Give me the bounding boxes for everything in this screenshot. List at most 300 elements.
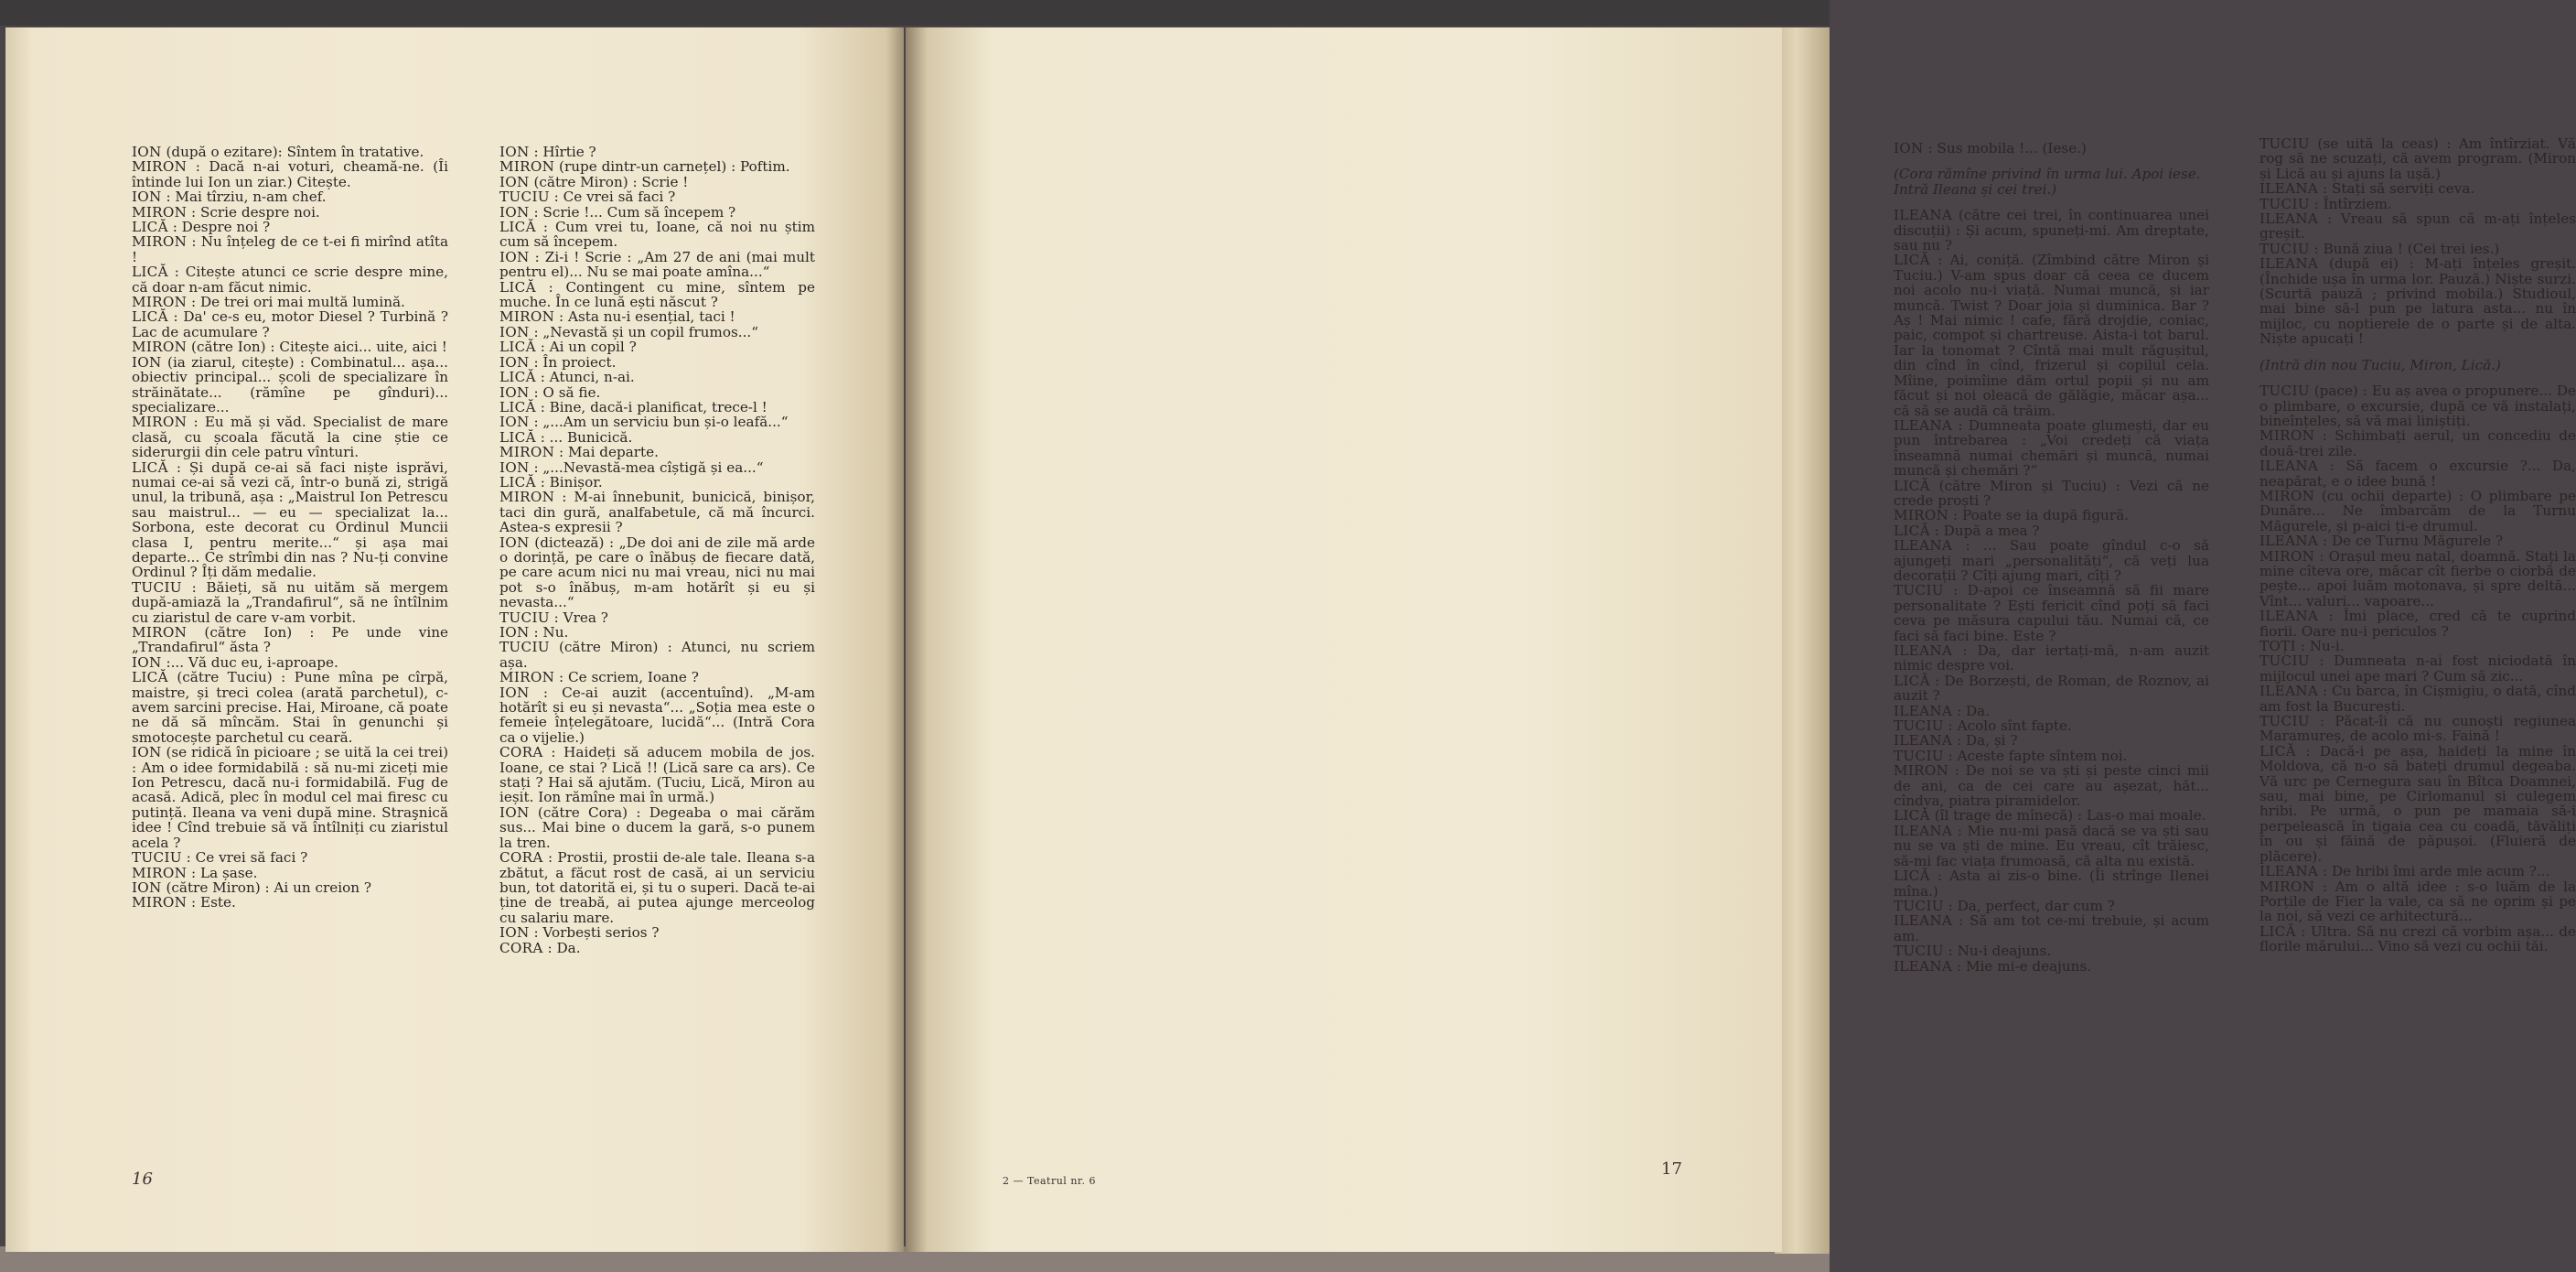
speaker-name: MIRON bbox=[2259, 487, 2315, 504]
dialogue-text: : ... Bunicică. bbox=[535, 428, 633, 446]
speaker-name: ILEANA bbox=[1894, 732, 1953, 749]
dialogue-text: : Asta nu-i esențial, taci ! bbox=[554, 308, 735, 326]
dialogue-line bbox=[499, 490, 815, 534]
speaker-name: ILEANA bbox=[1894, 912, 1953, 930]
dialogue-line bbox=[132, 745, 448, 850]
speaker-name: ION bbox=[499, 803, 530, 821]
dialogue-text: : De hribi îmi arde mie acum ?... bbox=[2318, 863, 2550, 880]
speaker-name: LICĂ bbox=[499, 428, 536, 446]
dialogue-text: : „...Nevastă-mea cîștigă și ea...“ bbox=[529, 458, 764, 476]
dialogue-line bbox=[2259, 197, 2576, 211]
speaker-name: MIRON bbox=[2259, 547, 2315, 565]
dialogue-line bbox=[2259, 358, 2576, 372]
dialogue-text: (se ridică în picioare ; se uită la cei trei) : Am o idee formidabilă : să nu-mi ziceți mie Ion Petrescu, dacă nu-i formidabilă. Fug de acasă. Adică, plec în modul cel mai firesc cu putință. Ileana va veni după mine. Straşnică idee ! Cînd trebuie să vă întîlniți cu ziaristul acela ? bbox=[132, 744, 449, 851]
dialogue-line bbox=[499, 220, 815, 250]
dialogue-text: (către Ion) : Pe unde vine „Trandafirul“ ăsta ? bbox=[132, 624, 448, 656]
dialogue-line bbox=[1894, 749, 2209, 763]
speaker-name: MIRON bbox=[132, 233, 188, 251]
dialogue-text: : Da. bbox=[542, 939, 581, 956]
dialogue-text: : Mai departe. bbox=[554, 444, 659, 461]
dialogue-text: (către Miron) : Atunci, nu scriem așa. bbox=[499, 639, 815, 671]
dialogue-line bbox=[499, 385, 815, 400]
speaker-name: ION bbox=[132, 879, 162, 896]
dialogue-line bbox=[1894, 808, 2209, 823]
speaker-name: ION bbox=[132, 144, 162, 160]
speaker-name: ION bbox=[499, 383, 530, 401]
dialogue-line bbox=[2259, 924, 2576, 954]
dialogue-text: (după ei) : M-ați înțeles greșit. (Închide ușa în urma lor. Pauză.) Niște surzi. (Scurtă pauză ; privind mobila.) Studioul, mai bine să-l pun pe latura asta... nu în mijloc, cu noptierele de o parte și de alta. Niște apucați ! bbox=[2259, 255, 2576, 348]
dialogue-text: (către Tuciu) : Pune mîna pe cîrpă, maistre, și treci colea (arată parchetul), c-avem sarcini precise. Hai, Miroane, că poate ne dă să mîncăm. Stai în genunchi și smotocește parchetul cu ceară. bbox=[132, 669, 448, 746]
dialogue-line bbox=[1894, 523, 2209, 538]
dialogue-line bbox=[499, 670, 815, 685]
dialogue-text: : Da, perfect, dar cum ? bbox=[1943, 897, 2115, 914]
dialogue-line bbox=[499, 941, 815, 955]
dialogue-line bbox=[499, 850, 815, 925]
dialogue-text: : Schimbați aerul, un concediu de două-trei zile. bbox=[2259, 427, 2576, 459]
speaker-name: LICĂ bbox=[1894, 252, 1930, 269]
speaker-name: TUCIU bbox=[2259, 240, 2310, 257]
speaker-name: LICĂ bbox=[2259, 922, 2296, 940]
speaker-name: MIRON bbox=[2259, 427, 2315, 445]
right-page-column-1 bbox=[1894, 141, 2209, 974]
speaker-name: ION bbox=[499, 353, 530, 371]
speaker-name: LICĂ bbox=[1894, 477, 1930, 494]
dialogue-text: : Nu-i deajuns. bbox=[1943, 943, 2052, 960]
speaker-name: MIRON bbox=[132, 158, 188, 176]
speaker-name: ION bbox=[499, 173, 530, 190]
speaker-name: TUCIU bbox=[2259, 713, 2310, 730]
speaker-name: ION bbox=[499, 684, 530, 701]
dialogue-text: (cu ochii departe) : O plimbare pe Dunăre... Ne îmbarcăm de la Turnu Măgurele, și p-aici ți-e drumul. bbox=[2259, 487, 2576, 534]
dialogue-text: (după o ezitare): Sîntem în tratative. bbox=[161, 144, 424, 160]
dialogue-line bbox=[132, 895, 448, 910]
book-page-edges bbox=[1775, 27, 1830, 1254]
dialogue-line bbox=[2259, 211, 2576, 242]
dialogue-line bbox=[1894, 824, 2209, 868]
dialogue-text: (către Miron și Tuciu) : Vezi că ne crede proști ? bbox=[1894, 477, 2209, 509]
speaker-name: MIRON bbox=[499, 669, 555, 686]
dialogue-line bbox=[499, 205, 815, 220]
speaker-name: ILEANA bbox=[2259, 458, 2319, 475]
dialogue-text: : Zi-i ! Scrie : „Am 27 de ani (mai mult pentru el)... Nu se mai poate amîna...“ bbox=[499, 248, 815, 281]
dialogue-text: : Vorbești serios ? bbox=[529, 924, 660, 942]
dialogue-line bbox=[1894, 418, 2209, 479]
dialogue-line bbox=[2259, 653, 2576, 684]
dialogue-line bbox=[499, 400, 815, 415]
dialogue-text: : De noi se va ști și peste cinci mii de ani, ca de cei care au așezat, hăt... cîndva, piatra piramidelor. bbox=[1894, 762, 2209, 810]
speaker-name: ILEANA bbox=[2259, 863, 2319, 880]
dialogue-line bbox=[2259, 864, 2576, 879]
speaker-name: ILEANA bbox=[2259, 533, 2319, 550]
dialogue-text: : Ultra. Să nu crezi că vorbim așa... de florile mărului... Vino să vezi cu ochii tăi. bbox=[2259, 922, 2576, 955]
speaker-name: CORA bbox=[499, 849, 543, 867]
dialogue-text: (către Ion) : Citește aici... uite, aici ! bbox=[187, 339, 447, 356]
dialogue-line bbox=[499, 805, 815, 850]
speaker-name: ILEANA bbox=[1894, 416, 1953, 434]
dialogue-line bbox=[2259, 534, 2576, 548]
dialogue-line bbox=[499, 175, 815, 189]
dialogue-text: : De Borzești, de Roman, de Roznov, ai auzit ? bbox=[1894, 672, 2209, 705]
dialogue-line bbox=[1894, 763, 2209, 808]
dialogue-text: : Aceste fapte sîntem noi. bbox=[1943, 747, 2128, 764]
dialogue-line bbox=[499, 640, 815, 670]
dialogue-line bbox=[1894, 718, 2209, 733]
dialogue-text: : La șase. bbox=[187, 864, 258, 881]
dialogue-line bbox=[1894, 208, 2209, 253]
dialogue-line bbox=[132, 850, 448, 865]
dialogue-text: : Să am tot ce-mi trebuie, și acum am. bbox=[1894, 912, 2209, 944]
speaker-name: TUCIU bbox=[1894, 897, 1944, 914]
speaker-name: MIRON bbox=[132, 294, 188, 311]
dialogue-text: : Contingent cu mine, sîntem pe muche. În ce lună ești născut ? bbox=[499, 278, 815, 311]
dialogue-text: : De ce Turnu Măgurele ? bbox=[2318, 533, 2504, 550]
dialogue-line bbox=[1894, 479, 2209, 509]
speaker-name: ILEANA bbox=[1894, 207, 1953, 224]
dialogue-text: : Scrie !... Cum să începem ? bbox=[529, 203, 736, 221]
dialogue-line bbox=[2259, 242, 2576, 256]
dialogue-text: :... Vă duc eu, i-aproape. bbox=[161, 653, 338, 671]
speaker-name: TUCIU bbox=[2259, 652, 2310, 670]
dialogue-line bbox=[132, 189, 448, 204]
dialogue-text: : Îmi place, cred că te cuprind fiorii. Oare nu-i periculos ? bbox=[2259, 608, 2576, 640]
speaker-name: TUCIU bbox=[2259, 135, 2310, 152]
dialogue-line bbox=[132, 355, 448, 415]
speaker-name: ILEANA bbox=[1894, 642, 1953, 659]
speaker-name: ILEANA bbox=[1894, 957, 1953, 975]
dialogue-text: (către Cora) : Degeaba o mai cărăm sus... Mai bine o ducem la gară, s-o punem la tren. bbox=[499, 803, 815, 851]
speaker-name: ION bbox=[499, 323, 530, 340]
speaker-name: MIRON bbox=[132, 624, 188, 641]
speaker-name: TUCIU bbox=[2259, 195, 2310, 212]
dialogue-text: : Vreau să spun că m-ați înțeles greșit. bbox=[2259, 210, 2576, 243]
speaker-name: LICĂ bbox=[1894, 807, 1930, 825]
dialogue-line bbox=[499, 460, 815, 475]
dialogue-text: : O să fie. bbox=[529, 383, 601, 401]
dialogue-text: : Nu înțeleg de ce t-ei fi mirînd atîta ! bbox=[132, 233, 448, 265]
dialogue-line bbox=[2259, 549, 2576, 609]
dialogue-line bbox=[2259, 639, 2576, 653]
speaker-name: MIRON bbox=[132, 864, 188, 881]
speaker-name: ION bbox=[1894, 140, 1924, 156]
dialogue-text: : Sus mobila !... (Iese.) bbox=[1923, 140, 2087, 156]
page-footer: 2 — Teatrul nr. 6 bbox=[1003, 1175, 1096, 1187]
speaker-name: ILEANA bbox=[1894, 537, 1953, 555]
dialogue-text: : Cum vrei tu, Ioane, că noi nu știm cum să începem. bbox=[499, 219, 815, 251]
dialogue-text: : „Nevastă și un copil frumos...“ bbox=[529, 323, 759, 340]
dialogue-text: : Eu mă și văd. Specialist de mare clasă, cu școala făcută la cine știe ce siderurgii din cele patru vînturi. bbox=[132, 414, 448, 461]
speaker-name: ION bbox=[499, 248, 530, 265]
dialogue-line bbox=[499, 445, 815, 459]
dialogue-line bbox=[132, 460, 448, 580]
dialogue-line bbox=[2259, 256, 2576, 346]
speaker-name: LICĂ bbox=[132, 308, 168, 326]
speaker-name: ION bbox=[499, 924, 530, 942]
dialogue-text: : Nu-i. bbox=[2295, 638, 2345, 654]
speaker-name: ION bbox=[132, 744, 162, 761]
speaker-name: TUCIU bbox=[499, 609, 550, 626]
dialogue-line bbox=[499, 250, 815, 280]
speaker-name: MIRON bbox=[499, 158, 555, 176]
speaker-name: ION bbox=[132, 189, 162, 206]
dialogue-text: : Ce-ai auzit (accentuînd). „M-am hotărît și eu și nevasta“... „Soția mea este o femeie înțelegătoare, lucidă“... (Intră Cora ca o vijelie.) bbox=[499, 684, 815, 746]
dialogue-text: : Da, dar iertați-mă, n-am auzit nimic despre voi. bbox=[1894, 642, 2209, 674]
dialogue-line bbox=[132, 264, 448, 295]
dialogue-line bbox=[1894, 643, 2209, 674]
dialogue-line bbox=[1894, 959, 2209, 974]
dialogue-line bbox=[1894, 913, 2209, 943]
dialogue-line bbox=[2259, 428, 2576, 458]
dialogue-text: (se uită la ceas) : Am întîrziat. Vă rog să ne scuzați, că avem program. (Miron și Lică au și ajuns la ușă.) bbox=[2259, 135, 2576, 182]
dialogue-text: : Asta ai zis-o bine. (Îi strînge Ilenei mîna.) bbox=[1894, 868, 2209, 900]
dialogue-line bbox=[499, 430, 815, 445]
dialogue-line bbox=[499, 159, 815, 174]
dialogue-line bbox=[499, 610, 815, 625]
dialogue-text: : Scrie despre noi. bbox=[187, 203, 320, 221]
dialogue-text: : Dacă-i pe așa, haideți la mine în Moldova, că n-o să bateți drumul degeaba. Vă urc pe Cernegura sau în Bîtca Doamnei, sau, mai bine, pe Cirlomanul și culegem hribi. Pe urmă, o pun pe mamaia să-i perpelească în tigaia cea cu coadă, tăvăliți în ou și făină de păpușoi. (Fluieră de plăcere). bbox=[2259, 742, 2576, 865]
speaker-name: MIRON bbox=[132, 894, 188, 911]
speaker-name: LICĂ bbox=[1894, 868, 1930, 885]
dialogue-line bbox=[499, 309, 815, 324]
speaker-name: CORA bbox=[499, 939, 543, 956]
dialogue-line bbox=[2259, 744, 2576, 864]
dialogue-line bbox=[132, 145, 448, 159]
dialogue-text: : Acolo sînt fapte. bbox=[1943, 717, 2072, 735]
speaker-name: ILEANA bbox=[2259, 608, 2319, 625]
dialogue-line bbox=[499, 370, 815, 384]
dialogue-line bbox=[499, 415, 815, 429]
dialogue-line bbox=[132, 655, 448, 670]
dialogue-text: : Orașul meu natal, doamnă. Stați la mine cîteva ore, măcar cît fierbe o ciorbă de pește... apoi luăm motonava, și spre deltă... Vînt... valuri... vapoare... bbox=[2259, 547, 2576, 609]
dialogue-line bbox=[132, 309, 448, 340]
dialogue-line bbox=[499, 745, 815, 805]
dialogue-line bbox=[1894, 899, 2209, 913]
dialogue-text: : Să facem o excursie ?... Da, neapărat, e o idee bună ! bbox=[2259, 458, 2576, 490]
dialogue-text: : Cu barca, în Cișmigiu, o dată, cînd am fost la București. bbox=[2259, 683, 2576, 715]
speaker-name: MIRON bbox=[499, 489, 555, 506]
dialogue-text: : Ai, coniță. (Zîmbind către Miron și Tuciu.) V-am spus doar că ceea ce ducem noi acolo nu-i viață. Numai muncă, și iar muncă. Twist ? Doar joia și duminica. Bar ? Aș ! Mai nimic ! cafe, fără drojdie, coniac, paic, compot și chartreuse. Aista-i tot barul. Iar la tonomat ? Cîntă mai mult răgușitul, din cînd în cînd, frizerul și copilul cela. Mîine, poimîine dăm ortul popii și nu am făcut și noi oleacă de gălăgie, măcar așa... că să se audă că trăim. bbox=[1894, 252, 2209, 419]
dialogue-text: : Ai un copil ? bbox=[535, 339, 637, 356]
dialogue-line bbox=[499, 535, 815, 610]
dialogue-line bbox=[132, 625, 448, 655]
dialogue-line bbox=[499, 685, 815, 746]
dialogue-text: : Și după ce-ai să faci niște isprăvi, numai ce-ai să vezi că, într-o bună zi, strigă unul, la tribună, așa : „Maistrul Ion Petrescu sau maistrul... — eu — specializat la... Sorbona, este decorat cu Ordinul Muncii clasa I, pentru merite...“ și așa mai departe... Ce strîmbi din nas ? Nu-ți convine Ordinul ? Îți dăm medalie. bbox=[132, 458, 448, 581]
dialogue-text: : Da. bbox=[1952, 702, 1991, 719]
speaker-name: TUCIU bbox=[1894, 747, 1944, 764]
dialogue-text: : În proiect. bbox=[529, 353, 617, 371]
dialogue-line bbox=[1894, 508, 2209, 523]
speaker-name: TUCIU bbox=[2259, 383, 2310, 400]
speaker-name: CORA bbox=[499, 744, 543, 761]
dialogue-line bbox=[1894, 868, 2209, 899]
right-page-column-2 bbox=[2259, 136, 2576, 954]
dialogue-text: : Am o altă idee : s-o luăm de la Porțile de Fier la vale, ca să ne oprim și pe la noi, să vezi ce arhitectură... bbox=[2259, 878, 2576, 925]
dialogue-text: : Hîrtie ? bbox=[529, 144, 596, 160]
speaker-name: TUCIU bbox=[1894, 717, 1944, 735]
dialogue-line bbox=[1894, 733, 2209, 748]
speaker-name: ION bbox=[499, 203, 530, 221]
dialogue-text: : „...Am un serviciu bun și-o leafă...“ bbox=[529, 414, 789, 431]
dialogue-text: : Dacă n-ai voturi, cheamă-ne. (Îi întinde lui Ion un ziar.) Citește. bbox=[132, 158, 448, 190]
dialogue-line bbox=[499, 625, 815, 640]
speaker-name: ION bbox=[499, 144, 530, 160]
dialogue-line bbox=[132, 234, 448, 264]
speaker-name: TOȚI bbox=[2259, 638, 2296, 654]
speaker-name: MIRON bbox=[132, 203, 188, 221]
dialogue-line bbox=[1894, 704, 2209, 718]
page-number-left: 16 bbox=[132, 1170, 153, 1189]
speaker-name: LICĂ bbox=[499, 219, 536, 236]
speaker-name: TUCIU bbox=[1894, 582, 1944, 599]
dialogue-text: : ... Sau poate gîndul c-o să ajungeți mari „personalități“, că veți lua decorații ? Cîți ajung mari, cîți ? bbox=[1894, 537, 2209, 584]
speaker-name: TUCIU bbox=[499, 189, 550, 206]
dialogue-line bbox=[132, 205, 448, 220]
dialogue-line bbox=[1894, 253, 2209, 417]
dialogue-line bbox=[132, 220, 448, 234]
speaker-name: LICĂ bbox=[499, 339, 536, 356]
speaker-name: MIRON bbox=[132, 414, 188, 431]
speaker-name: ILEANA bbox=[2259, 210, 2319, 228]
dialogue-line bbox=[2259, 714, 2576, 744]
speaker-name: LICĂ bbox=[499, 398, 536, 415]
dialogue-text: : Poate se ia după figură. bbox=[1948, 507, 2129, 524]
dialogue-text: (către Miron) : Scrie ! bbox=[529, 173, 689, 190]
right-page bbox=[906, 27, 2576, 1252]
speaker-name: ILEANA bbox=[1894, 702, 1953, 719]
speaker-name: LICĂ bbox=[132, 219, 168, 236]
dialogue-text: : Păcat-îi că nu cunoști regiunea Maramureș, de acolo mi-s. Faină ! bbox=[2259, 713, 2576, 745]
dialogue-line bbox=[2259, 684, 2576, 714]
dialogue-text: : Prostii, prostii de-ale tale. Ileana s-a zbătut, a făcut rost de casă, ai un serviciu bun, tot datorită ei, și tu o superi. Dacă te-ai ține de treabă, ai putea ajunge merceolog cu salariu mare. bbox=[499, 849, 815, 926]
dialogue-text: : Dumneata poate glumești, dar eu pun întrebarea : „Voi credeți că viața înseamnă numai chemări și muncă, numai muncă și chemări ?“ bbox=[1894, 416, 2209, 480]
speaker-name: MIRON bbox=[499, 444, 555, 461]
dialogue-line bbox=[132, 340, 448, 354]
dialogue-line bbox=[1894, 583, 2209, 643]
dialogue-line bbox=[1894, 674, 2209, 704]
dialogue-line bbox=[132, 295, 448, 309]
dialogue-text: (rupe dintr-un carnețel) : Poftim. bbox=[554, 158, 790, 176]
speaker-name: MIRON bbox=[499, 308, 555, 326]
speaker-name: ILEANA bbox=[2259, 180, 2319, 198]
dialogue-line bbox=[499, 280, 815, 310]
dialogue-line bbox=[2259, 383, 2576, 428]
dialogue-text: : Bine, dacă-i planificat, trece-l ! bbox=[535, 398, 767, 415]
dialogue-text: : M-ai înnebunit, bunicică, binișor, taci din gură, analfabetule, că mă încurci. Astea-s expresii ? bbox=[499, 489, 815, 536]
dialogue-line bbox=[1894, 943, 2209, 958]
dialogue-line bbox=[2259, 136, 2576, 181]
speaker-name: TUCIU bbox=[1894, 943, 1944, 960]
dialogue-line bbox=[1894, 141, 2209, 156]
speaker-name: ION bbox=[499, 534, 530, 551]
dialogue-line bbox=[2259, 458, 2576, 489]
dialogue-text: : Binișor. bbox=[535, 473, 603, 490]
dialogue-line bbox=[132, 866, 448, 880]
dialogue-line bbox=[2259, 879, 2576, 924]
dialogue-text: (îl trage de mînecă) : Las-o mai moale. bbox=[1929, 807, 2206, 825]
speaker-name: MIRON bbox=[1894, 762, 1949, 780]
dialogue-line bbox=[132, 415, 448, 459]
dialogue-text: : Băieți, să nu uităm să mergem după-amiază la „Trandafirul“, să ne întîlnim cu ziaristul de care v-am vorbit. bbox=[132, 578, 448, 626]
dialogue-text: : Ce scriem, Ioane ? bbox=[554, 669, 699, 686]
dialogue-line bbox=[499, 325, 815, 340]
dialogue-line bbox=[499, 355, 815, 370]
dialogue-text: : Dumneata n-ai fost niciodată în mijlocul unei ape mari ? Cum să zic... bbox=[2259, 652, 2576, 685]
speaker-name: ION bbox=[132, 653, 162, 671]
dialogue-text: (pace) : Eu aș avea o propunere... De o plimbare, o excursie, după ce vă instalați, bineînțeles, să vă mai liniștiți. bbox=[2259, 383, 2576, 429]
speaker-name: TUCIU bbox=[499, 639, 550, 656]
dialogue-text: : Haideți să aducem mobila de jos. Ioane, ce stai ? Lică !! (Lică sare ca ars). Ce stați ? Hai să ajutăm. (Tuciu, Lică, Miron au ieșit. Ion rămîne mai în urmă.) bbox=[499, 744, 815, 806]
dialogue-line bbox=[499, 145, 815, 159]
speaker-name: TUCIU bbox=[132, 849, 182, 867]
left-page-column-1 bbox=[132, 145, 448, 911]
speaker-name: LICĂ bbox=[499, 369, 536, 386]
top-background bbox=[0, 0, 1830, 26]
dialogue-line bbox=[132, 159, 448, 189]
speaker-name: MIRON bbox=[132, 339, 188, 356]
page-number-right: 17 bbox=[1661, 1159, 1682, 1179]
speaker-name: LICĂ bbox=[1894, 672, 1930, 689]
dialogue-line bbox=[1894, 538, 2209, 583]
left-page bbox=[5, 27, 904, 1252]
dialogue-text: : D-apoi ce înseamnă să fii mare personalitate ? Ești fericit cînd poți să faci ceva pe măsura capului tău. Numai că, ce faci să faci bine. Este ? bbox=[1894, 582, 2209, 644]
dialogue-text: : Atunci, n-ai. bbox=[535, 369, 635, 386]
speaker-name: ION bbox=[499, 414, 530, 431]
speaker-name: LICĂ bbox=[499, 278, 536, 296]
dialogue-text: : Mie nu-mi pasă dacă se va ști sau nu se va ști de mine. Eu vreau, cît trăiesc, să-mi fac viața frumoasă, că alta nu există. bbox=[1894, 822, 2209, 869]
dialogue-text: : Bună ziua ! (Cei trei ies.) bbox=[2309, 240, 2500, 257]
dialogue-line bbox=[499, 189, 815, 204]
dialogue-text: : Stați să serviți ceva. bbox=[2318, 180, 2475, 198]
dialogue-text: (dictează) : „De doi ani de zile mă arde o dorință, pe care o înăbuș de fiecare dată, pe care acum nici nu mai vreau, nici nu mai pot s-o înăbuș, m-am hotărît și eu și nevasta...“ bbox=[499, 534, 815, 611]
dialogue-text: : Citește atunci ce scrie despre mine, că doar n-am făcut nimic. bbox=[132, 264, 448, 296]
speaker-name: MIRON bbox=[2259, 878, 2315, 895]
speaker-name: ION bbox=[499, 624, 530, 641]
dialogue-text: (Intră din nou Tuciu, Miron, Lică.) bbox=[2259, 356, 2501, 373]
dialogue-text: : După a mea ? bbox=[1929, 522, 2040, 539]
speaker-name: LICĂ bbox=[132, 669, 168, 686]
dialogue-text: : Mie mi-e deajuns. bbox=[1952, 957, 2092, 975]
speaker-name: ILEANA bbox=[1894, 822, 1953, 839]
speaker-name: ILEANA bbox=[2259, 255, 2319, 273]
speaker-name: LICĂ bbox=[1894, 522, 1930, 539]
dialogue-text: : Da, și ? bbox=[1952, 732, 2018, 749]
speaker-name: LICĂ bbox=[499, 473, 536, 490]
speaker-name: ION bbox=[499, 458, 530, 476]
dialogue-text: (către cei trei, în continuarea unei discuții) : Și acum, spuneți-mi. Am dreptate, sau nu ? bbox=[1894, 207, 2209, 254]
left-page-column-2 bbox=[499, 145, 815, 955]
dialogue-line bbox=[499, 475, 815, 490]
dialogue-line bbox=[2259, 489, 2576, 534]
dialogue-text: : Nu. bbox=[529, 624, 569, 641]
dialogue-text: : De trei ori mai multă lumină. bbox=[187, 294, 405, 311]
speaker-name: MIRON bbox=[1894, 507, 1949, 524]
dialogue-line bbox=[499, 340, 815, 354]
speaker-name: LICĂ bbox=[132, 458, 168, 476]
dialogue-text: : Mai tîrziu, n-am chef. bbox=[161, 189, 327, 206]
dialogue-text: : Despre noi ? bbox=[167, 219, 271, 236]
dialogue-text: : Da' ce-s eu, motor Diesel ? Turbină ? Lac de acumulare ? bbox=[132, 308, 448, 340]
dialogue-line bbox=[1894, 167, 2209, 197]
dialogue-line bbox=[499, 925, 815, 940]
dialogue-text: : Întîrziem. bbox=[2309, 195, 2392, 212]
dialogue-line bbox=[2259, 609, 2576, 639]
dialogue-text: (Cora rămîne privind în urma lui. Apoi iese. Intră Ileana și cei trei.) bbox=[1894, 166, 2201, 198]
dialogue-line bbox=[132, 670, 448, 745]
speaker-name: TUCIU bbox=[132, 578, 182, 596]
dialogue-text: : Este. bbox=[187, 894, 236, 911]
dialogue-line bbox=[132, 580, 448, 625]
dialogue-text: (ia ziarul, citește) : Combinatul... așa... obiectiv principal... școli de specializare în străinătate... (rămîne pe gînduri)... specializare... bbox=[132, 353, 448, 415]
speaker-name: ILEANA bbox=[2259, 683, 2319, 700]
